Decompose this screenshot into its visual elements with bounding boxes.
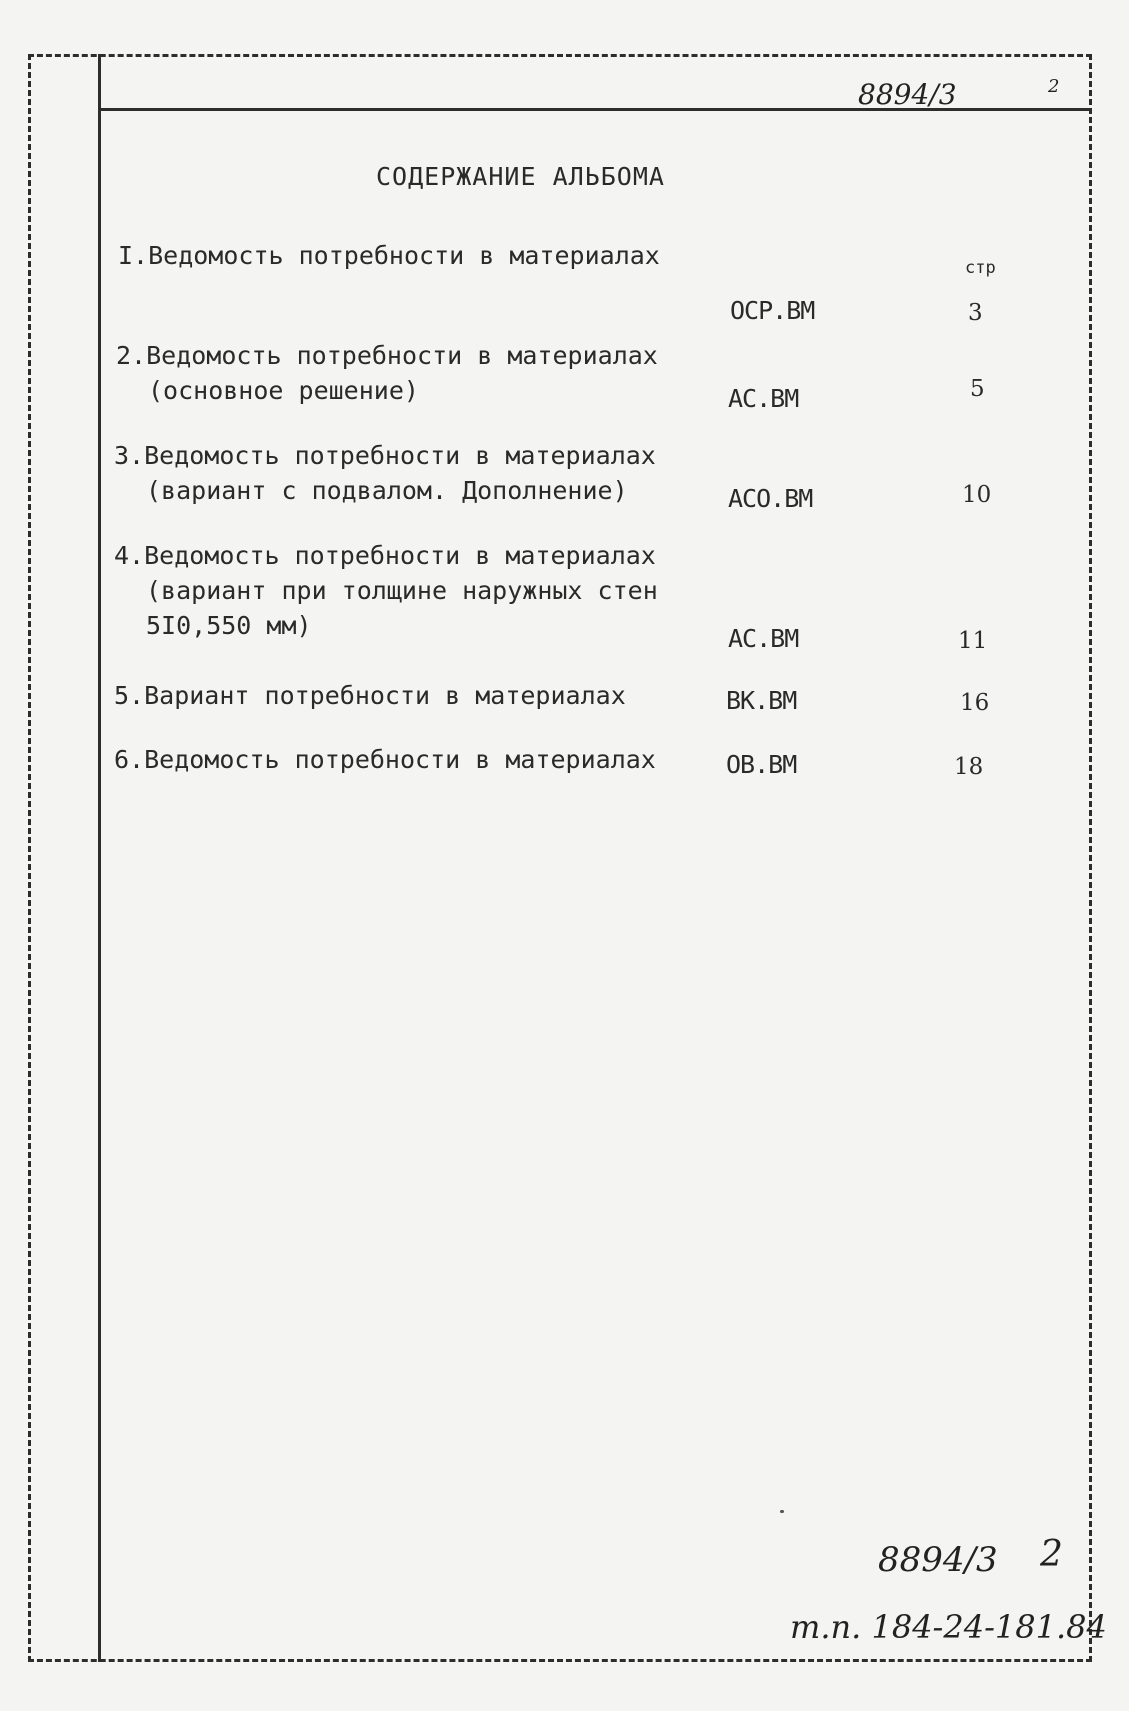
toc-entry-4-page: 11 [958, 628, 988, 654]
binding-margin-line [98, 54, 101, 1662]
toc-entry-1-page: 3 [968, 300, 983, 326]
drawing-frame [28, 54, 1092, 1662]
toc-entry-4-title: 4.Ведомость потребности в материалах [114, 541, 656, 570]
toc-entry-6 [114, 742, 656, 777]
toc-entry-3 [114, 438, 656, 508]
toc-entry-6-code: ОВ.ВМ [726, 750, 797, 779]
toc-entry-1 [118, 238, 660, 273]
toc-entry-5-page: 16 [960, 690, 990, 716]
toc-entry-4 [114, 538, 658, 643]
toc-entry-5-title: 5.Вариант потребности в материалах [114, 681, 626, 710]
toc-entry-6-title: 6.Ведомость потребности в материалах [114, 745, 656, 774]
toc-entry-4-subtitle-2: 5I0,550 мм) [146, 611, 312, 640]
toc-entry-2-page: 5 [970, 376, 985, 402]
page-title: СОДЕРЖАНИЕ АЛЬБОМА [376, 162, 665, 191]
page-column-header: стр [965, 258, 996, 278]
toc-entry-5 [114, 678, 626, 713]
scan-speck [780, 1510, 784, 1513]
toc-entry-4-code: АС.ВМ [728, 624, 799, 653]
toc-entry-1-title: I.Ведомость потребности в материалах [118, 241, 660, 270]
footer-page-number: 2 [1040, 1534, 1063, 1575]
toc-entry-3-subtitle: (вариант с подвалом. Дополнение) [146, 476, 628, 505]
toc-entry-3-code: АСО.ВМ [728, 484, 813, 513]
toc-entry-2-title: 2.Ведомость потребности в материалах [116, 341, 658, 370]
toc-entry-5-code: ВК.ВМ [726, 686, 797, 715]
toc-entry-3-title: 3.Ведомость потребности в материалах [114, 441, 656, 470]
toc-entry-1-code: ОСР.ВМ [730, 296, 815, 325]
header-page-number: 2 [1048, 76, 1060, 97]
toc-entry-3-page: 10 [962, 482, 992, 508]
footer-doc-code: 8894/3 [878, 1540, 998, 1580]
toc-entry-2-subtitle: (основное решение) [148, 376, 419, 405]
footer-tp-code: т.п. 184-24-181.84 [790, 1608, 1107, 1646]
toc-entry-4-subtitle: (вариант при толщине наружных стен [146, 576, 658, 605]
toc-entry-2 [116, 338, 658, 408]
toc-entry-6-page: 18 [954, 754, 984, 780]
toc-entry-2-code: АС.ВМ [728, 384, 799, 413]
header-doc-code: 8894/3 [858, 78, 957, 111]
